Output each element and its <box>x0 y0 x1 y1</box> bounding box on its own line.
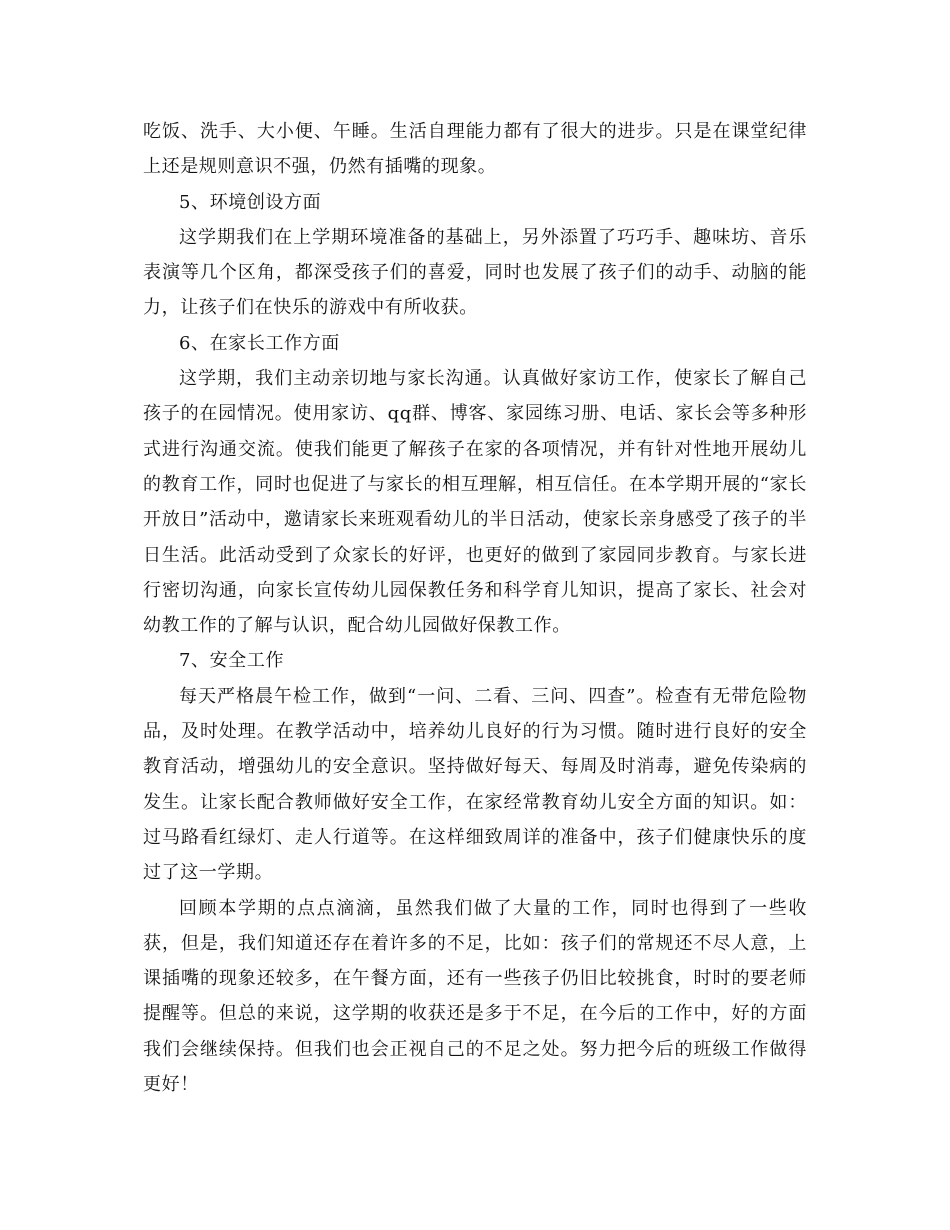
section-heading-environment: 5、环境创设方面 <box>179 191 322 213</box>
paragraph-review: 回顾本学期的点点滴滴，虽然我们做了大量的工作，同时也得到了一些收获，但是，我们知道还存在着许多的不足，比如：孩子们的常规还不尽人意，上课插嘴的现象还较多，在午餐方面，还有一些孩子仍旧比较挑食，时时的要老师提醒等。但总的来说，这学期的收获还是多于不足，在今后的工作中，好的方面我们会继续保持。但我们也会正视自己的不足之处。努力把今后的班级工作做得更好！ <box>143 897 807 1096</box>
document-body <box>143 114 807 1102</box>
paragraph-parents: 这学期，我们主动亲切地与家长沟通。认真做好家访工作，使家长了解自己孩子的在园情况。使用家访、qq群、博客、家园练习册、电话、家长会等多种形式进行沟通交流。使我们能更了解孩子在家的各项情况，并有针对性地开展幼儿的教育工作，同时也促进了与家长的相互理解，相互信任。在本学期开展的“家长开放日”活动中，邀请家长来班观看幼儿的半日活动，使家长亲身感受了孩子的半日生活。此活动受到了众家长的好评，也更好的做到了家园同步教育。与家长进行密切沟通，向家长宣传幼儿园保教任务和科学育儿知识，提高了家长、社会对幼教工作的了解与认识，配合幼儿园做好保教工作。 <box>143 368 807 637</box>
section-heading-safety: 7、安全工作 <box>179 650 285 672</box>
paragraph-continuation: 吃饭、洗手、大小便、午睡。生活自理能力都有了很大的进步。只是在课堂纪律上还是规则意识不强，仍然有插嘴的现象。 <box>143 121 807 178</box>
paragraph-safety: 每天严格晨午检工作，做到“一问、二看、三问、四查”。检查有无带危险物品，及时处理。在教学活动中，培养幼儿良好的行为习惯。随时进行良好的安全教育活动，增强幼儿的安全意识。坚持做好每天、每周及时消毒，避免传染病的发生。让家长配合教师做好安全工作，在家经常教育幼儿安全方面的知识。如：过马路看红绿灯、走人行道等。在这样细致周详的准备中，孩子们健康快乐的度过了这一学期。 <box>143 685 807 884</box>
paragraph-environment: 这学期我们在上学期环境准备的基础上，另外添置了巧巧手、趣味坊、音乐表演等几个区角，都深受孩子们的喜爱，同时也发展了孩子们的动手、动脑的能力，让孩子们在快乐的游戏中有所收获。 <box>143 226 807 319</box>
section-heading-parents: 6、在家长工作方面 <box>179 332 340 354</box>
